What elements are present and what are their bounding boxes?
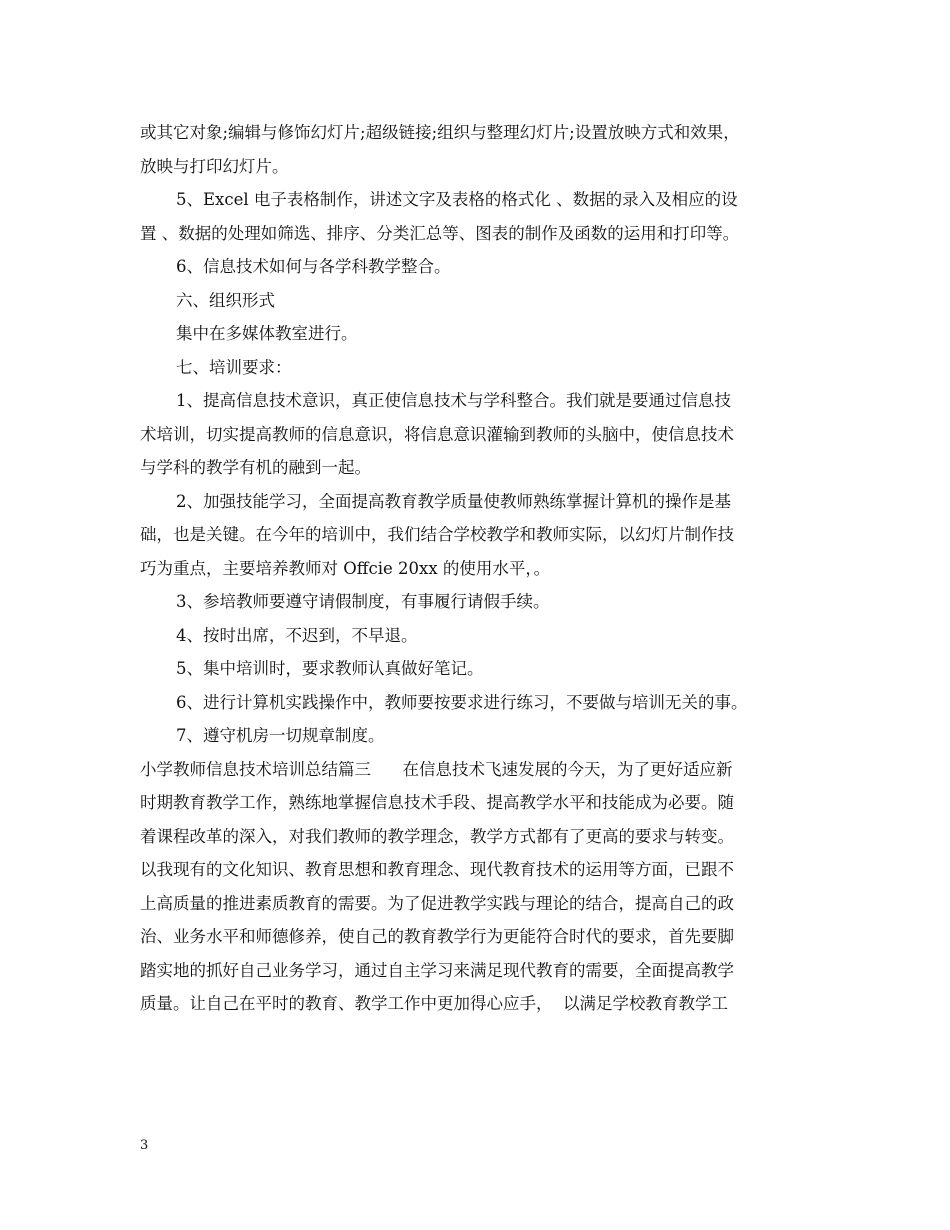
text-line: 踏实地的抓好自己业务学习，通过自主学习来满足现代教育的需要，全面提高教学 (140, 960, 734, 980)
document-body (140, 116, 820, 1021)
text-line: 5、Excel 电子表格制作，讲述文字及表格的格式化 、数据的录入及相应的设 (176, 190, 738, 209)
text-line: 础，也是关键。在今年的培训中，我们结合学校教学和教师实际，以幻灯片制作技 (140, 525, 734, 544)
text-line: 或其它对象;编辑与修饰幻灯片;超级链接;组织与整理幻灯片;设置放映方式和效果， (140, 123, 740, 142)
text-line: 置 、数据的处理如筛选、排序、分类汇总等、图表的制作及函数的运用和打印等。 (140, 223, 740, 243)
text-line: 术培训，切实提高教师的信息意识，将信息意识灌输到教师的头脑中，使信息技术 (140, 424, 734, 444)
text-line: 六、组织形式 (176, 290, 275, 310)
text-line: 着课程改革的深入，对我们教师的教学理念，教学方式都有了更高的要求与转变。 (140, 826, 734, 846)
text-line: 6、进行计算机实践操作中，教师要按要求进行练习，不要做与培训无关的事。 (176, 692, 748, 712)
text-line: 7、遵守机房一切规章制度。 (176, 726, 385, 745)
text-line: 5、集中培训时，要求教师认真做好笔记。 (176, 659, 484, 678)
text-line: 以我现有的文化知识、教育思想和教育理念、现代教育技术的运用等方面，已跟不 (140, 860, 734, 879)
text-line: 3、参培教师要遵守请假制度，有事履行请假手续。 (176, 592, 550, 611)
text-line: 2、加强技能学习，全面提高教育教学质量使教师熟练掌握计算机的操作是基 (176, 491, 731, 511)
text-line: 七、培训要求： (176, 357, 292, 377)
text-line: 巧为重点，主要培养教师对 Offcie 20xx 的使用水平，。 (140, 558, 551, 578)
text-line: 时期教育教学工作，熟练地掌握信息技术手段、提高教学水平和技能成为必要。随 (140, 793, 734, 812)
text-line: 4、按时出席，不迟到，不早退。 (176, 625, 418, 645)
text-line: 6、信息技术如何与各学科教学整合。 (176, 257, 451, 276)
page-number: 3 (140, 1138, 149, 1153)
text-line: 上高质量的推进素质教育的需要。为了促进教学实践与理论的结合，提高自己的政 (140, 893, 734, 913)
text-line: 治、业务水平和师德修养，使自己的教育教学行为更能符合时代的要求，首先要脚 (140, 927, 734, 946)
text-line: 集中在多媒体教室进行。 (176, 324, 358, 343)
text-line: 放映与打印幻灯片。 (140, 156, 289, 176)
text-line: 与学科的教学有机的融到一起。 (140, 458, 371, 477)
text-line: 小学教师信息技术培训总结篇三 在信息技术飞速发展的今天，为了更好适应新 (140, 759, 733, 779)
text-line: 质量。让自己在平时的教育、教学工作中更加得心应手， 以满足学校教育教学工 (140, 994, 728, 1013)
text-line: 1、提高信息技术意识，真正使信息技术与学科整合。我们就是要通过信息技 (176, 391, 731, 410)
